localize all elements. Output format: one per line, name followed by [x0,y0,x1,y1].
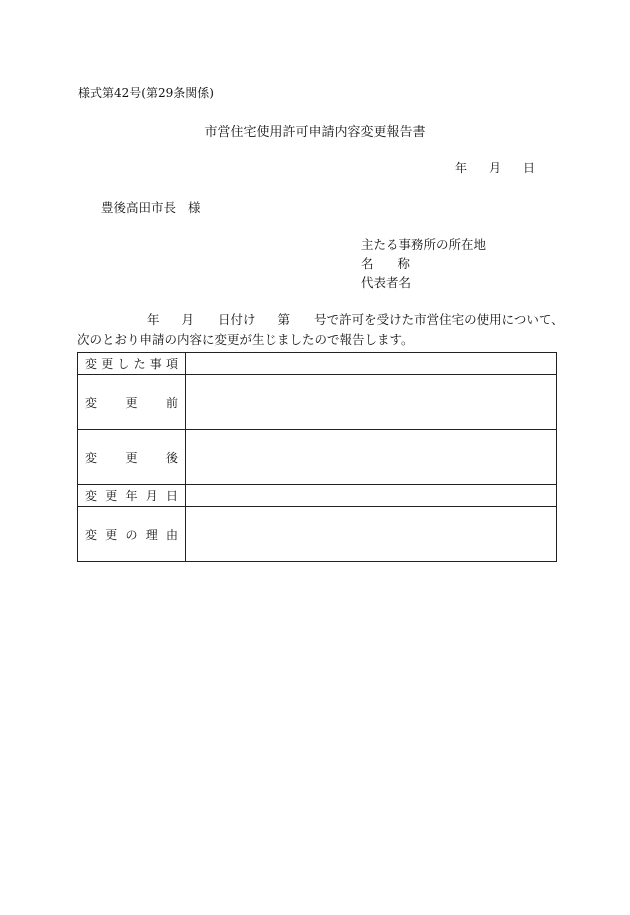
change-reason-label: 変 更 の 理 由 [85,527,178,542]
date-month-label: 月 [489,161,502,175]
change-reason-value-cell[interactable] [186,507,557,562]
date-year-label: 年 [455,161,468,175]
before-change-label: 変 更 前 [85,395,178,410]
changed-item-label: 変 更 し た 事 項 [85,357,178,371]
table-row [78,353,557,375]
addressee-name: 豊後高田市長 [101,200,177,215]
date-line [455,159,535,176]
table-row [78,507,557,562]
addressee [101,198,201,216]
table-row [78,375,557,430]
applicant-address-label: 主たる事務所の所在地 [361,237,487,252]
changed-item-value-cell[interactable] [186,353,557,375]
change-date-label-cell [78,485,186,507]
date-day-label: 日 [523,161,536,175]
before-change-label-cell [78,375,186,430]
statement-line-1: 年 月 日付け 第 号で許可を受けた市営住宅の使用について、 [147,312,564,327]
applicant-name-label: 名 称 [361,256,411,271]
addressee-honorific: 様 [188,200,201,215]
statement-line-2: 次のとおり申請の内容に変更が生じましたので報告します。 [77,332,414,347]
applicant-representative-label: 代表者名 [361,275,412,290]
applicant-block [361,235,486,292]
change-reason-label-cell [78,507,186,562]
report-statement [77,310,564,350]
table-row [78,485,557,507]
change-date-value-cell[interactable] [186,485,557,507]
after-change-label: 変 更 後 [85,450,178,465]
table-row [78,430,557,485]
after-change-label-cell [78,430,186,485]
change-details-table [77,352,557,562]
before-change-value-cell[interactable] [186,375,557,430]
form-number: 様式第42号(第29条関係) [78,86,214,100]
change-date-label: 変 更 年 月 日 [85,489,178,503]
document-title: 市営住宅使用許可申請内容変更報告書 [204,125,426,140]
after-change-value-cell[interactable] [186,430,557,485]
changed-item-label-cell [78,353,186,375]
